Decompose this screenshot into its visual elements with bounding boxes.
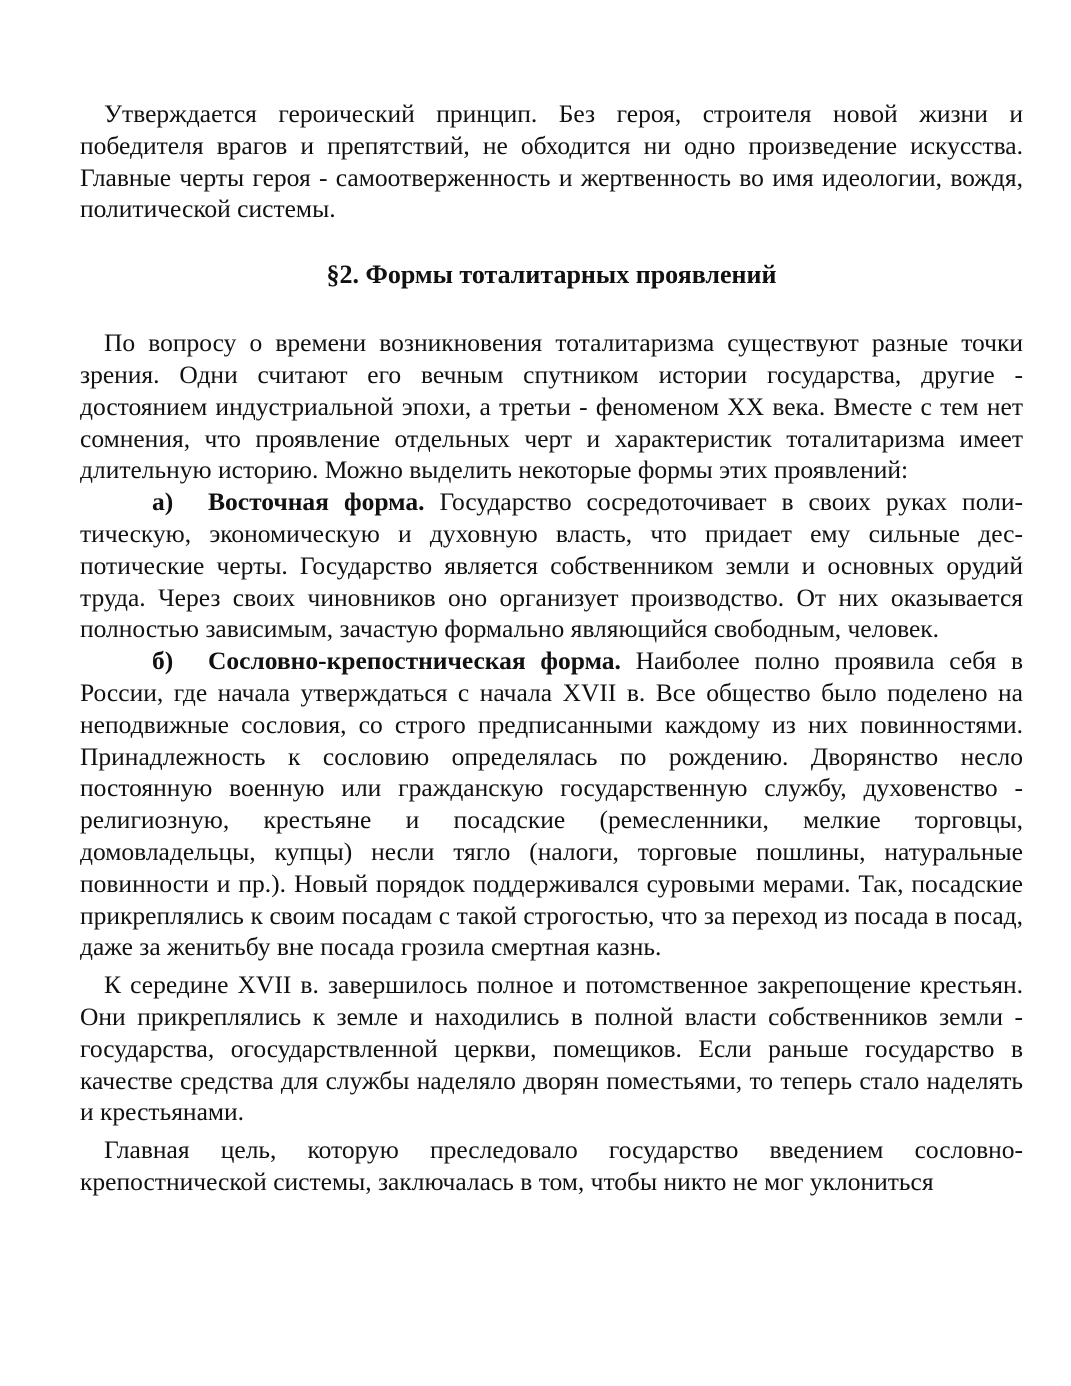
paragraph-main-goal: Главная цель, которую преследовало государство введением сословно-крепостнической системы, заключалась в том, чтобы никто не мог уклониться: [80, 1135, 1023, 1196]
section-heading: §2. Формы тоталитарных проявлений: [326, 260, 777, 290]
estate-serf-form-title: Сословно-крепостническая форма.: [208, 646, 621, 676]
list-item-estate-serf-form: [80, 645, 1023, 963]
estate-serf-form-text: Наиболее полно проявила себя в России, где начала утверждаться с начала XVII в. Все общество было поделено на неподвижные сословия, со строго предписанными каждому из них повинностями. Принадлежность к сословию определялась по рождению. Дворянство несло постоянную военную или гражданскую государственную службу, духовенство - религиозную, крестьяне и посадские (ремесленники, мелкие торговцы, домовладельцы, купцы) несли тягло (налоги, торговые пошлины, натуральные повинности и пр.). Новый порядок поддерживался суровыми мерами. Так, посадские прикреплялись к своим посадам с такой строгостью, что за переход из посада в посад, даже за женитьбу вне посада грозила смертная казнь.: [80, 646, 1023, 962]
list-marker-b: б): [152, 646, 174, 676]
eastern-form-text: Государство сосредоточивает в своих руках политическую, экономическую и духовную власть, что придает ему сильные деспотические черты. Государство является собственником земли и основных орудий труда. Через своих чиновников оно организует производство. От них оказывается полностью зависимым, зачастую формально являющийся свободным, человек.: [80, 487, 1023, 644]
paragraph-heroic-principle: Утверждается героический принцип. Без героя, строителя новой жизни и победителя врагов и препятствий, не обходится ни одно произведение искусства. Главные черты героя - самоотверженность и жертвенность во имя идеологии, вождя, политической системы.: [80, 99, 1023, 224]
paragraph-serfdom: К середине XVII в. завершилось полное и потомственное закрепощение крестьян. Они прикреплялись к земле и находились в полной власти собственников земли - государства, огосударствленной церкви, помещиков. Если раньше государство в качестве средства для службы наделяло дворян поместьями, то теперь стало наделять и крестьянами.: [80, 970, 1023, 1127]
list-item-eastern-form: [80, 486, 1023, 645]
paragraph-origins: По вопросу о времени возникновения тоталитаризма существуют разные точки зрения. Одни считают его вечным спутником истории государства, другие - достоянием индустриальной эпохи, а третьи - феноменом XX века. Вместе с тем нет сомнения, что проявление отдельных черт и характеристик тоталитаризма имеет длительную историю. Можно выделить некоторые формы этих проявлений:: [80, 328, 1023, 485]
document-page: [80, 98, 1023, 1198]
list-marker-a: а): [152, 487, 174, 517]
eastern-form-title: Восточная форма.: [208, 487, 425, 517]
